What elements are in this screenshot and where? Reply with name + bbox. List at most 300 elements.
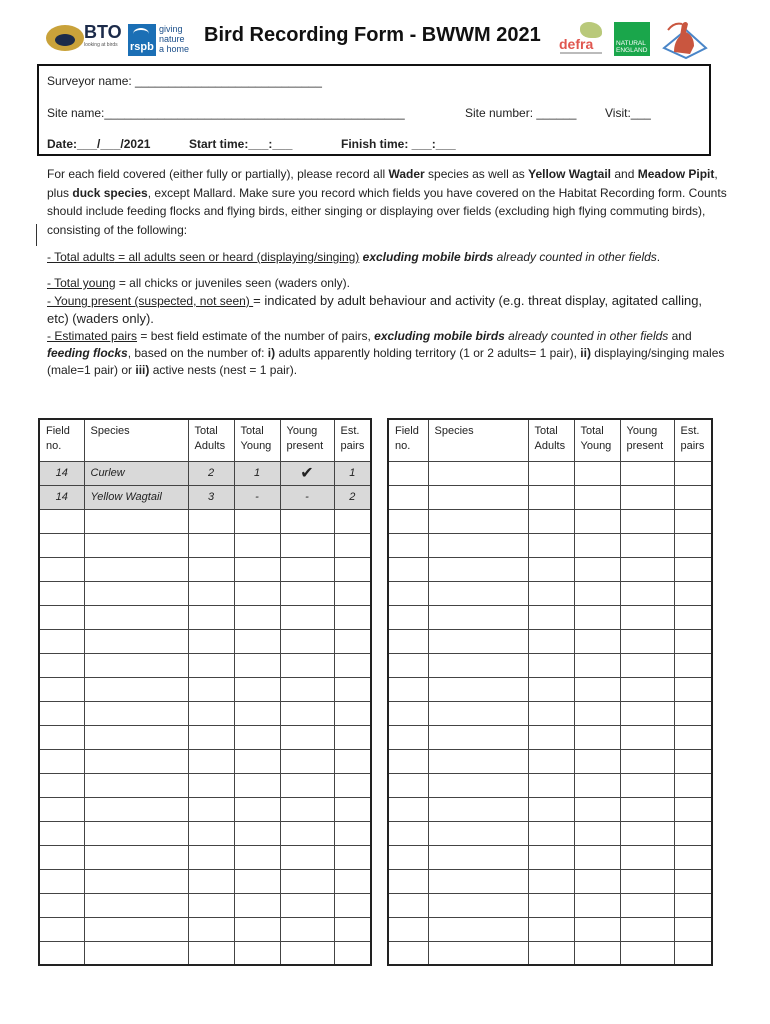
table-row bbox=[388, 773, 712, 797]
empty-entry-cell[interactable] bbox=[188, 917, 234, 941]
empty-entry-cell[interactable] bbox=[528, 773, 574, 797]
empty-entry-cell[interactable] bbox=[280, 797, 334, 821]
empty-entry-cell[interactable] bbox=[234, 773, 280, 797]
empty-entry-cell[interactable] bbox=[428, 701, 528, 725]
empty-entry-cell[interactable] bbox=[234, 749, 280, 773]
empty-entry-cell[interactable] bbox=[574, 605, 620, 629]
bto-logo bbox=[46, 22, 122, 54]
empty-entry-cell[interactable] bbox=[280, 701, 334, 725]
empty-entry-cell[interactable] bbox=[234, 653, 280, 677]
empty-entry-cell[interactable] bbox=[39, 893, 84, 917]
empty-entry-cell[interactable] bbox=[84, 917, 188, 941]
empty-entry-cell[interactable] bbox=[428, 653, 528, 677]
bto-logo-subtext: looking at birds bbox=[84, 42, 118, 48]
date-field[interactable]: Date:___/___/2021 bbox=[47, 137, 151, 151]
empty-entry-cell[interactable] bbox=[188, 797, 234, 821]
empty-entry-cell[interactable] bbox=[234, 677, 280, 701]
table-row bbox=[388, 869, 712, 893]
empty-entry-cell[interactable] bbox=[428, 605, 528, 629]
empty-entry-cell[interactable] bbox=[234, 845, 280, 869]
empty-entry-cell[interactable] bbox=[574, 797, 620, 821]
empty-entry-cell[interactable] bbox=[334, 581, 371, 605]
empty-entry-cell[interactable] bbox=[39, 533, 84, 557]
empty-entry-cell[interactable] bbox=[674, 533, 712, 557]
empty-entry-cell[interactable] bbox=[388, 677, 428, 701]
empty-entry-cell[interactable] bbox=[334, 509, 371, 533]
empty-entry-cell[interactable] bbox=[574, 533, 620, 557]
empty-entry-cell[interactable] bbox=[528, 869, 574, 893]
empty-entry-cell[interactable] bbox=[428, 461, 528, 485]
empty-entry-cell[interactable] bbox=[84, 797, 188, 821]
empty-entry-cell[interactable] bbox=[388, 629, 428, 653]
empty-entry-cell[interactable] bbox=[388, 533, 428, 557]
empty-entry-cell[interactable] bbox=[234, 557, 280, 581]
empty-entry-cell[interactable] bbox=[528, 797, 574, 821]
empty-entry-cell[interactable] bbox=[39, 797, 84, 821]
empty-entry-cell[interactable] bbox=[620, 797, 674, 821]
empty-entry-cell[interactable] bbox=[388, 869, 428, 893]
empty-entry-cell[interactable] bbox=[188, 581, 234, 605]
empty-entry-cell[interactable] bbox=[674, 701, 712, 725]
empty-entry-cell[interactable] bbox=[574, 677, 620, 701]
empty-entry-cell[interactable] bbox=[674, 485, 712, 509]
empty-entry-cell[interactable] bbox=[574, 581, 620, 605]
empty-entry-cell[interactable] bbox=[188, 557, 234, 581]
visit-field[interactable]: Visit:___ bbox=[605, 106, 651, 120]
bto-logo-text: BTO bbox=[84, 22, 122, 42]
empty-entry-cell[interactable] bbox=[620, 845, 674, 869]
empty-entry-cell[interactable] bbox=[188, 869, 234, 893]
empty-entry-cell[interactable] bbox=[334, 749, 371, 773]
empty-entry-cell[interactable] bbox=[574, 749, 620, 773]
cell-total-young: 1 bbox=[234, 461, 280, 485]
table-row bbox=[388, 485, 712, 509]
empty-entry-cell[interactable] bbox=[334, 797, 371, 821]
empty-entry-cell[interactable] bbox=[620, 581, 674, 605]
table-row bbox=[388, 941, 712, 965]
empty-entry-cell[interactable] bbox=[528, 821, 574, 845]
empty-entry-cell[interactable] bbox=[388, 557, 428, 581]
table-row bbox=[39, 605, 371, 629]
empty-entry-cell[interactable] bbox=[84, 869, 188, 893]
table-row bbox=[39, 629, 371, 653]
empty-entry-cell[interactable] bbox=[234, 941, 280, 965]
empty-entry-cell[interactable] bbox=[334, 893, 371, 917]
table-row bbox=[388, 629, 712, 653]
empty-entry-cell[interactable] bbox=[528, 725, 574, 749]
empty-entry-cell[interactable] bbox=[39, 581, 84, 605]
empty-entry-cell[interactable] bbox=[674, 797, 712, 821]
empty-entry-cell[interactable] bbox=[234, 701, 280, 725]
empty-entry-cell[interactable] bbox=[84, 821, 188, 845]
empty-entry-cell[interactable] bbox=[84, 653, 188, 677]
empty-entry-cell[interactable] bbox=[334, 869, 371, 893]
empty-entry-cell[interactable] bbox=[620, 941, 674, 965]
empty-entry-cell[interactable] bbox=[428, 509, 528, 533]
empty-entry-cell[interactable] bbox=[574, 725, 620, 749]
empty-entry-cell[interactable] bbox=[234, 725, 280, 749]
empty-entry-cell[interactable] bbox=[620, 677, 674, 701]
empty-entry-cell[interactable] bbox=[334, 773, 371, 797]
cell-total-adults: 3 bbox=[188, 485, 234, 509]
rspb-logo bbox=[128, 24, 194, 56]
empty-entry-cell[interactable] bbox=[280, 893, 334, 917]
empty-entry-cell[interactable] bbox=[574, 701, 620, 725]
empty-entry-cell[interactable] bbox=[39, 845, 84, 869]
empty-entry-cell[interactable] bbox=[388, 893, 428, 917]
empty-entry-cell[interactable] bbox=[620, 773, 674, 797]
empty-entry-cell[interactable] bbox=[234, 821, 280, 845]
empty-entry-cell[interactable] bbox=[428, 869, 528, 893]
empty-entry-cell[interactable] bbox=[234, 893, 280, 917]
table-row bbox=[39, 821, 371, 845]
empty-entry-cell[interactable] bbox=[388, 749, 428, 773]
empty-entry-cell[interactable] bbox=[528, 749, 574, 773]
bto-bird-icon bbox=[46, 25, 84, 51]
empty-entry-cell[interactable] bbox=[280, 509, 334, 533]
empty-entry-cell[interactable] bbox=[39, 557, 84, 581]
table-row bbox=[388, 509, 712, 533]
empty-entry-cell[interactable] bbox=[388, 605, 428, 629]
finish-time-field[interactable]: Finish time: ___:___ bbox=[341, 137, 456, 151]
empty-entry-cell[interactable] bbox=[280, 653, 334, 677]
empty-entry-cell[interactable] bbox=[280, 629, 334, 653]
empty-entry-cell[interactable] bbox=[388, 941, 428, 965]
rspb-logo-text: rspb bbox=[130, 41, 154, 53]
empty-entry-cell[interactable] bbox=[84, 845, 188, 869]
empty-entry-cell[interactable] bbox=[188, 677, 234, 701]
empty-entry-cell[interactable] bbox=[620, 485, 674, 509]
empty-entry-cell[interactable] bbox=[234, 869, 280, 893]
empty-entry-cell[interactable] bbox=[188, 629, 234, 653]
empty-entry-cell[interactable] bbox=[528, 653, 574, 677]
empty-entry-cell[interactable] bbox=[574, 557, 620, 581]
empty-entry-cell[interactable] bbox=[428, 773, 528, 797]
table-row bbox=[388, 677, 712, 701]
empty-entry-cell[interactable] bbox=[428, 557, 528, 581]
empty-entry-cell[interactable] bbox=[528, 605, 574, 629]
empty-entry-cell[interactable] bbox=[39, 629, 84, 653]
empty-entry-cell[interactable] bbox=[84, 581, 188, 605]
table-row bbox=[388, 845, 712, 869]
empty-entry-cell[interactable] bbox=[84, 677, 188, 701]
empty-entry-cell[interactable] bbox=[428, 533, 528, 557]
empty-entry-cell[interactable] bbox=[280, 581, 334, 605]
empty-entry-cell[interactable] bbox=[674, 869, 712, 893]
table-row bbox=[39, 533, 371, 557]
empty-entry-cell[interactable] bbox=[620, 653, 674, 677]
empty-entry-cell[interactable] bbox=[428, 941, 528, 965]
empty-entry-cell[interactable] bbox=[528, 677, 574, 701]
empty-entry-cell[interactable] bbox=[620, 629, 674, 653]
table-row bbox=[39, 509, 371, 533]
empty-entry-cell[interactable] bbox=[388, 773, 428, 797]
definition-total-young: - Total young = all chicks or juveniles seen (waders only). bbox=[47, 276, 350, 290]
empty-entry-cell[interactable] bbox=[280, 821, 334, 845]
empty-entry-cell[interactable] bbox=[280, 677, 334, 701]
empty-entry-cell[interactable] bbox=[674, 557, 712, 581]
empty-entry-cell[interactable] bbox=[188, 821, 234, 845]
empty-entry-cell[interactable] bbox=[84, 605, 188, 629]
empty-entry-cell[interactable] bbox=[674, 653, 712, 677]
empty-entry-cell[interactable] bbox=[84, 725, 188, 749]
empty-entry-cell[interactable] bbox=[84, 749, 188, 773]
empty-entry-cell[interactable] bbox=[428, 581, 528, 605]
header-young-present: Young present bbox=[280, 419, 334, 461]
rspb-bird-icon bbox=[128, 24, 156, 56]
empty-entry-cell[interactable] bbox=[234, 581, 280, 605]
header-species: Species bbox=[428, 419, 528, 461]
empty-entry-cell[interactable] bbox=[388, 461, 428, 485]
empty-entry-cell[interactable] bbox=[528, 701, 574, 725]
empty-entry-cell[interactable] bbox=[620, 461, 674, 485]
table-header-row bbox=[39, 419, 371, 461]
empty-entry-cell[interactable] bbox=[84, 557, 188, 581]
empty-entry-cell[interactable] bbox=[428, 677, 528, 701]
empty-entry-cell[interactable] bbox=[528, 917, 574, 941]
empty-entry-cell[interactable] bbox=[84, 701, 188, 725]
empty-entry-cell[interactable] bbox=[334, 557, 371, 581]
table-row bbox=[388, 701, 712, 725]
empty-entry-cell[interactable] bbox=[280, 533, 334, 557]
empty-entry-cell[interactable] bbox=[188, 773, 234, 797]
empty-entry-cell[interactable] bbox=[334, 701, 371, 725]
empty-entry-cell[interactable] bbox=[574, 461, 620, 485]
table-row bbox=[39, 941, 371, 965]
empty-entry-cell[interactable] bbox=[280, 917, 334, 941]
table-row bbox=[39, 677, 371, 701]
empty-entry-cell[interactable] bbox=[674, 605, 712, 629]
empty-entry-cell[interactable] bbox=[528, 893, 574, 917]
table-header-row bbox=[388, 419, 712, 461]
natural-england-text: NATURAL ENGLAND bbox=[616, 40, 648, 54]
empty-entry-cell[interactable] bbox=[528, 461, 574, 485]
table-row bbox=[39, 917, 371, 941]
empty-entry-cell[interactable] bbox=[334, 845, 371, 869]
table-row bbox=[39, 869, 371, 893]
empty-entry-cell[interactable] bbox=[334, 629, 371, 653]
empty-entry-cell[interactable] bbox=[428, 749, 528, 773]
empty-entry-cell[interactable] bbox=[234, 605, 280, 629]
empty-entry-cell[interactable] bbox=[234, 797, 280, 821]
empty-entry-cell[interactable] bbox=[84, 533, 188, 557]
table-row bbox=[39, 773, 371, 797]
empty-entry-cell[interactable] bbox=[574, 917, 620, 941]
empty-entry-cell[interactable] bbox=[528, 941, 574, 965]
empty-entry-cell[interactable] bbox=[528, 533, 574, 557]
empty-entry-cell[interactable] bbox=[674, 581, 712, 605]
empty-entry-cell[interactable] bbox=[620, 749, 674, 773]
empty-entry-cell[interactable] bbox=[280, 845, 334, 869]
empty-entry-cell[interactable] bbox=[39, 749, 84, 773]
table-row bbox=[388, 725, 712, 749]
empty-entry-cell[interactable] bbox=[388, 581, 428, 605]
empty-entry-cell[interactable] bbox=[574, 869, 620, 893]
table-row bbox=[39, 557, 371, 581]
empty-entry-cell[interactable] bbox=[528, 581, 574, 605]
empty-entry-cell[interactable] bbox=[39, 869, 84, 893]
empty-entry-cell[interactable] bbox=[39, 677, 84, 701]
empty-entry-cell[interactable] bbox=[84, 629, 188, 653]
empty-entry-cell[interactable] bbox=[388, 845, 428, 869]
empty-entry-cell[interactable] bbox=[84, 773, 188, 797]
empty-entry-cell[interactable] bbox=[280, 773, 334, 797]
empty-entry-cell[interactable] bbox=[188, 893, 234, 917]
empty-entry-cell[interactable] bbox=[674, 725, 712, 749]
empty-entry-cell[interactable] bbox=[528, 557, 574, 581]
empty-entry-cell[interactable] bbox=[39, 773, 84, 797]
empty-entry-cell[interactable] bbox=[334, 605, 371, 629]
empty-entry-cell[interactable] bbox=[188, 533, 234, 557]
empty-entry-cell[interactable] bbox=[574, 893, 620, 917]
empty-entry-cell[interactable] bbox=[428, 725, 528, 749]
empty-entry-cell[interactable] bbox=[428, 629, 528, 653]
empty-entry-cell[interactable] bbox=[574, 653, 620, 677]
table-row bbox=[39, 845, 371, 869]
empty-entry-cell[interactable] bbox=[574, 845, 620, 869]
empty-entry-cell[interactable] bbox=[574, 509, 620, 533]
form-title: Bird Recording Form - BWWM 2021 bbox=[204, 24, 541, 46]
defra-logo bbox=[556, 22, 608, 58]
empty-entry-cell[interactable] bbox=[234, 509, 280, 533]
empty-entry-cell[interactable] bbox=[234, 917, 280, 941]
empty-entry-cell[interactable] bbox=[428, 917, 528, 941]
empty-entry-cell[interactable] bbox=[574, 821, 620, 845]
empty-entry-cell[interactable] bbox=[620, 725, 674, 749]
empty-entry-cell[interactable] bbox=[428, 845, 528, 869]
empty-entry-cell[interactable] bbox=[188, 509, 234, 533]
empty-entry-cell[interactable] bbox=[428, 893, 528, 917]
empty-entry-cell[interactable] bbox=[234, 533, 280, 557]
empty-entry-cell[interactable] bbox=[84, 509, 188, 533]
empty-entry-cell[interactable] bbox=[574, 629, 620, 653]
empty-entry-cell[interactable] bbox=[39, 725, 84, 749]
empty-entry-cell[interactable] bbox=[574, 485, 620, 509]
empty-entry-cell[interactable] bbox=[188, 941, 234, 965]
empty-entry-cell[interactable] bbox=[188, 605, 234, 629]
empty-entry-cell[interactable] bbox=[620, 821, 674, 845]
empty-entry-cell[interactable] bbox=[39, 653, 84, 677]
defra-logo-text: defra bbox=[559, 36, 594, 52]
empty-entry-cell[interactable] bbox=[674, 749, 712, 773]
site-number-field[interactable]: Site number: ______ bbox=[465, 106, 577, 120]
empty-entry-cell[interactable] bbox=[334, 725, 371, 749]
curlew-logo-icon bbox=[660, 18, 708, 60]
empty-entry-cell[interactable] bbox=[674, 773, 712, 797]
header-field-no: Field no. bbox=[39, 419, 84, 461]
empty-entry-cell[interactable] bbox=[39, 821, 84, 845]
header-est-pairs: Est. pairs bbox=[334, 419, 371, 461]
table-row bbox=[388, 605, 712, 629]
empty-entry-cell[interactable] bbox=[388, 701, 428, 725]
cell-field-no: 14 bbox=[39, 485, 84, 509]
empty-entry-cell[interactable] bbox=[674, 509, 712, 533]
empty-entry-cell[interactable] bbox=[280, 557, 334, 581]
empty-entry-cell[interactable] bbox=[334, 917, 371, 941]
empty-entry-cell[interactable] bbox=[280, 749, 334, 773]
site-name-field[interactable]: Site name:_____________________________________________ bbox=[47, 106, 405, 120]
empty-entry-cell[interactable] bbox=[674, 893, 712, 917]
empty-entry-cell[interactable] bbox=[234, 629, 280, 653]
empty-entry-cell[interactable] bbox=[620, 557, 674, 581]
empty-entry-cell[interactable] bbox=[334, 821, 371, 845]
empty-entry-cell[interactable] bbox=[39, 917, 84, 941]
empty-entry-cell[interactable] bbox=[84, 941, 188, 965]
empty-entry-cell[interactable] bbox=[428, 485, 528, 509]
empty-entry-cell[interactable] bbox=[188, 845, 234, 869]
empty-entry-cell[interactable] bbox=[528, 509, 574, 533]
empty-entry-cell[interactable] bbox=[674, 941, 712, 965]
empty-entry-cell[interactable] bbox=[388, 653, 428, 677]
natural-england-logo bbox=[614, 22, 650, 56]
header-total-young: Total Young bbox=[574, 419, 620, 461]
empty-entry-cell[interactable] bbox=[620, 701, 674, 725]
empty-entry-cell[interactable] bbox=[188, 725, 234, 749]
empty-entry-cell[interactable] bbox=[620, 869, 674, 893]
cell-species: Curlew bbox=[84, 461, 188, 485]
empty-entry-cell[interactable] bbox=[388, 485, 428, 509]
empty-entry-cell[interactable] bbox=[620, 605, 674, 629]
surveyor-name-field[interactable]: Surveyor name: ____________________________ bbox=[47, 74, 322, 88]
empty-entry-cell[interactable] bbox=[280, 869, 334, 893]
empty-entry-cell[interactable] bbox=[39, 509, 84, 533]
empty-entry-cell[interactable] bbox=[428, 797, 528, 821]
example-row bbox=[39, 461, 371, 485]
empty-entry-cell[interactable] bbox=[674, 461, 712, 485]
empty-entry-cell[interactable] bbox=[674, 821, 712, 845]
empty-entry-cell[interactable] bbox=[334, 653, 371, 677]
empty-entry-cell[interactable] bbox=[388, 797, 428, 821]
empty-entry-cell[interactable] bbox=[388, 917, 428, 941]
empty-entry-cell[interactable] bbox=[528, 845, 574, 869]
empty-entry-cell[interactable] bbox=[574, 941, 620, 965]
empty-entry-cell[interactable] bbox=[188, 653, 234, 677]
empty-entry-cell[interactable] bbox=[388, 725, 428, 749]
empty-entry-cell[interactable] bbox=[388, 509, 428, 533]
empty-entry-cell[interactable] bbox=[674, 677, 712, 701]
empty-entry-cell[interactable] bbox=[620, 917, 674, 941]
empty-entry-cell[interactable] bbox=[39, 701, 84, 725]
start-time-field[interactable]: Start time:___:___ bbox=[189, 137, 293, 151]
empty-entry-cell[interactable] bbox=[574, 773, 620, 797]
empty-entry-cell[interactable] bbox=[188, 749, 234, 773]
empty-entry-cell[interactable] bbox=[388, 821, 428, 845]
empty-entry-cell[interactable] bbox=[674, 629, 712, 653]
empty-entry-cell[interactable] bbox=[620, 509, 674, 533]
empty-entry-cell[interactable] bbox=[674, 917, 712, 941]
empty-entry-cell[interactable] bbox=[674, 845, 712, 869]
empty-entry-cell[interactable] bbox=[39, 941, 84, 965]
empty-entry-cell[interactable] bbox=[428, 821, 528, 845]
empty-entry-cell[interactable] bbox=[528, 485, 574, 509]
empty-entry-cell[interactable] bbox=[188, 701, 234, 725]
table-row bbox=[388, 581, 712, 605]
text-cursor bbox=[36, 224, 37, 246]
empty-entry-cell[interactable] bbox=[620, 533, 674, 557]
empty-entry-cell[interactable] bbox=[84, 893, 188, 917]
cell-est-pairs: 2 bbox=[334, 485, 371, 509]
empty-entry-cell[interactable] bbox=[280, 725, 334, 749]
empty-entry-cell[interactable] bbox=[280, 605, 334, 629]
empty-entry-cell[interactable] bbox=[528, 629, 574, 653]
empty-entry-cell[interactable] bbox=[334, 677, 371, 701]
empty-entry-cell[interactable] bbox=[280, 941, 334, 965]
definition-young-present: - Young present (suspected, not seen) = indicated by adult behaviour and activity (e.g. threat display, agitated calling, etc) (waders only). bbox=[47, 293, 703, 326]
empty-entry-cell[interactable] bbox=[39, 605, 84, 629]
empty-entry-cell[interactable] bbox=[620, 893, 674, 917]
empty-entry-cell[interactable] bbox=[334, 533, 371, 557]
empty-entry-cell[interactable] bbox=[334, 941, 371, 965]
